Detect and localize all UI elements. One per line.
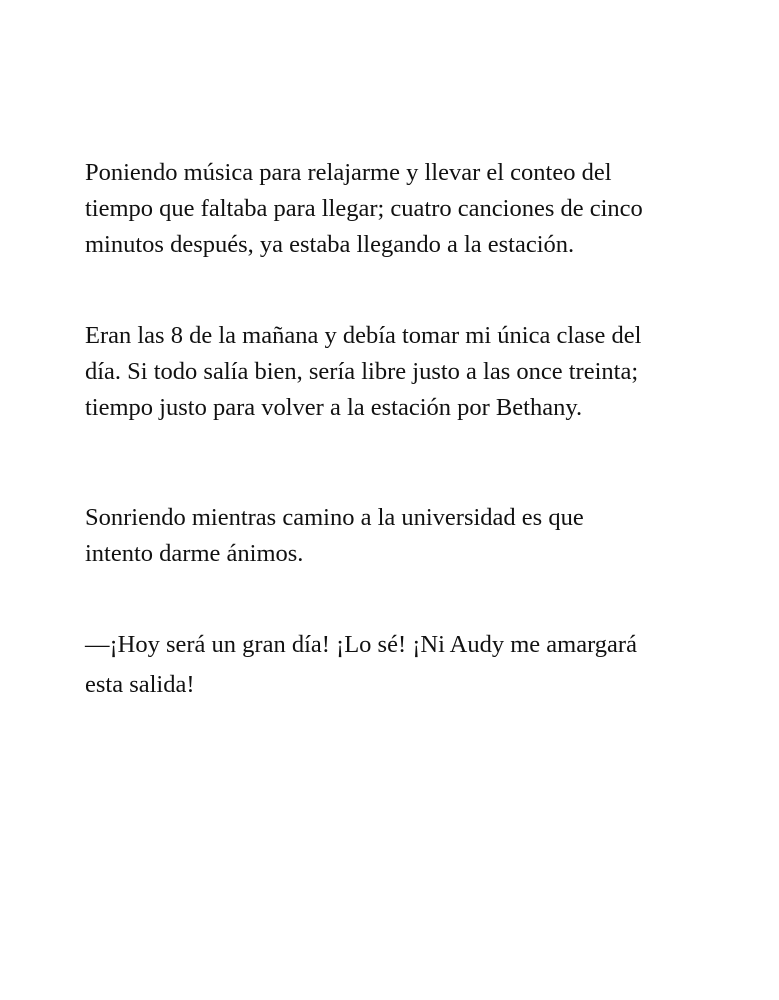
paragraph-class-time [85,318,725,426]
text-line: —¡Hoy será un gran día! ¡Lo sé! ¡Ni Audy me amargará [85,631,637,658]
text-line: Poniendo música para relajarme y llevar el conteo del [85,159,612,186]
text-line: Sonriendo mientras camino a la universidad es que [85,504,584,531]
text-line: tiempo justo para volver a la estación por Bethany. [85,394,583,421]
text-line: día. Si todo salía bien, sería libre justo a las once treinta; [85,358,639,385]
text-line: minutos después, ya estaba llegando a la estación. [85,231,575,258]
paragraph-music [85,155,725,263]
text-line: Eran las 8 de la mañana y debía tomar mi única clase del [85,322,642,349]
text-line: esta salida! [85,671,195,698]
paragraph-walking [85,500,725,572]
text-line: intento darme ánimos. [85,540,304,567]
text-line: tiempo que faltaba para llegar; cuatro canciones de cinco [85,195,643,222]
paragraph-dialogue [85,625,725,705]
